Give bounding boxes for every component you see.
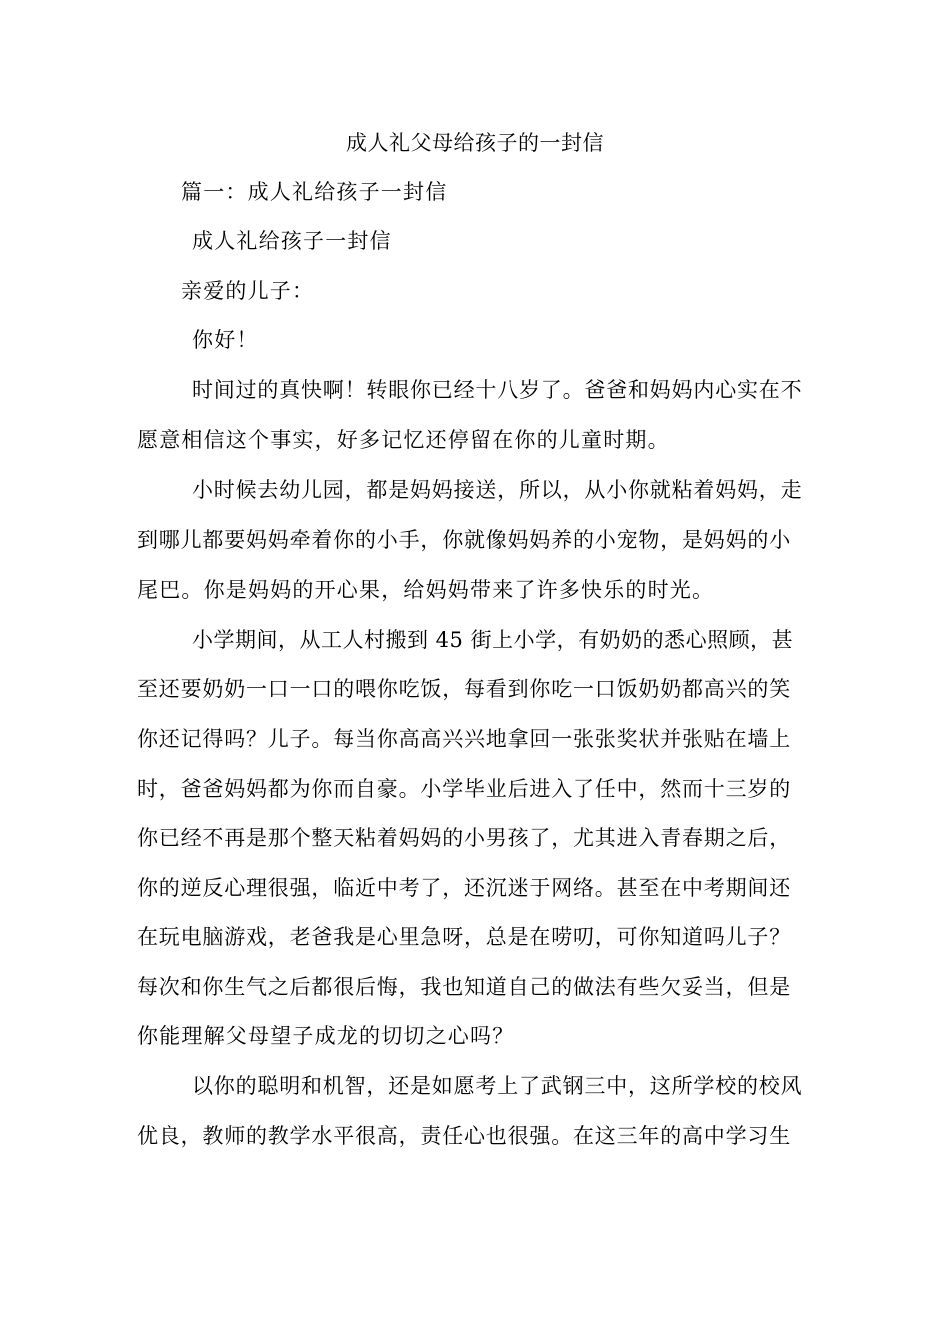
letter-title: 成人礼给孩子一封信	[192, 229, 392, 253]
greeting: 你好！	[192, 328, 259, 352]
paragraph-line: 时间过的真快啊！转眼你已经十八岁了。爸爸和妈妈内心实在不	[192, 378, 803, 402]
paragraph-line: 时，爸爸妈妈都为你而自豪。小学毕业后进入了任中，然而十三岁的	[137, 777, 791, 801]
paragraph-line: 优良，教师的教学水平很高，责任心也很强。在这三年的高中学习生	[137, 1124, 791, 1148]
paragraph-line: 以你的聪明和机智，还是如愿考上了武钢三中，这所学校的校风	[192, 1074, 803, 1098]
paragraph-line: 至还要奶奶一口一口的喂你吃饭，每看到你吃一口饭奶奶都高兴的笑	[137, 677, 791, 701]
salutation: 亲爱的儿子：	[181, 279, 315, 303]
paragraph-line: 到哪儿都要妈妈牵着你的小手，你就像妈妈养的小宠物，是妈妈的小	[137, 528, 791, 552]
section-heading: 篇一：成人礼给孩子一封信	[181, 180, 448, 204]
paragraph-line: 愿意相信这个事实，好多记忆还停留在你的儿童时期。	[137, 428, 670, 452]
document-title: 成人礼父母给孩子的一封信	[346, 131, 604, 155]
paragraph-line: 每次和你生气之后都很后悔，我也知道自己的做法有些欠妥当，但是	[137, 975, 791, 999]
paragraph-line: 在玩电脑游戏，老爸我是心里急呀，总是在唠叨，可你知道吗儿子？	[137, 925, 791, 949]
paragraph-line: 你能理解父母望子成龙的切切之心吗？	[137, 1024, 515, 1048]
paragraph-line: 尾巴。你是妈妈的开心果，给妈妈带来了许多快乐的时光。	[137, 578, 715, 602]
paragraph-line: 你已经不再是那个整天粘着妈妈的小男孩了，尤其进入青春期之后，	[137, 826, 791, 850]
paragraph-line: 你还记得吗？儿子。每当你高高兴兴地拿回一张张奖状并张贴在墙上	[137, 727, 791, 751]
paragraph-line: 小学期间，从工人村搬到 45 街上小学，有奶奶的悉心照顾，甚	[192, 628, 794, 652]
paragraph-line: 小时候去幼儿园，都是妈妈接送，所以，从小你就粘着妈妈，走	[192, 478, 803, 502]
paragraph-line: 你的逆反心理很强，临近中考了，还沉迷于网络。甚至在中考期间还	[137, 876, 791, 900]
